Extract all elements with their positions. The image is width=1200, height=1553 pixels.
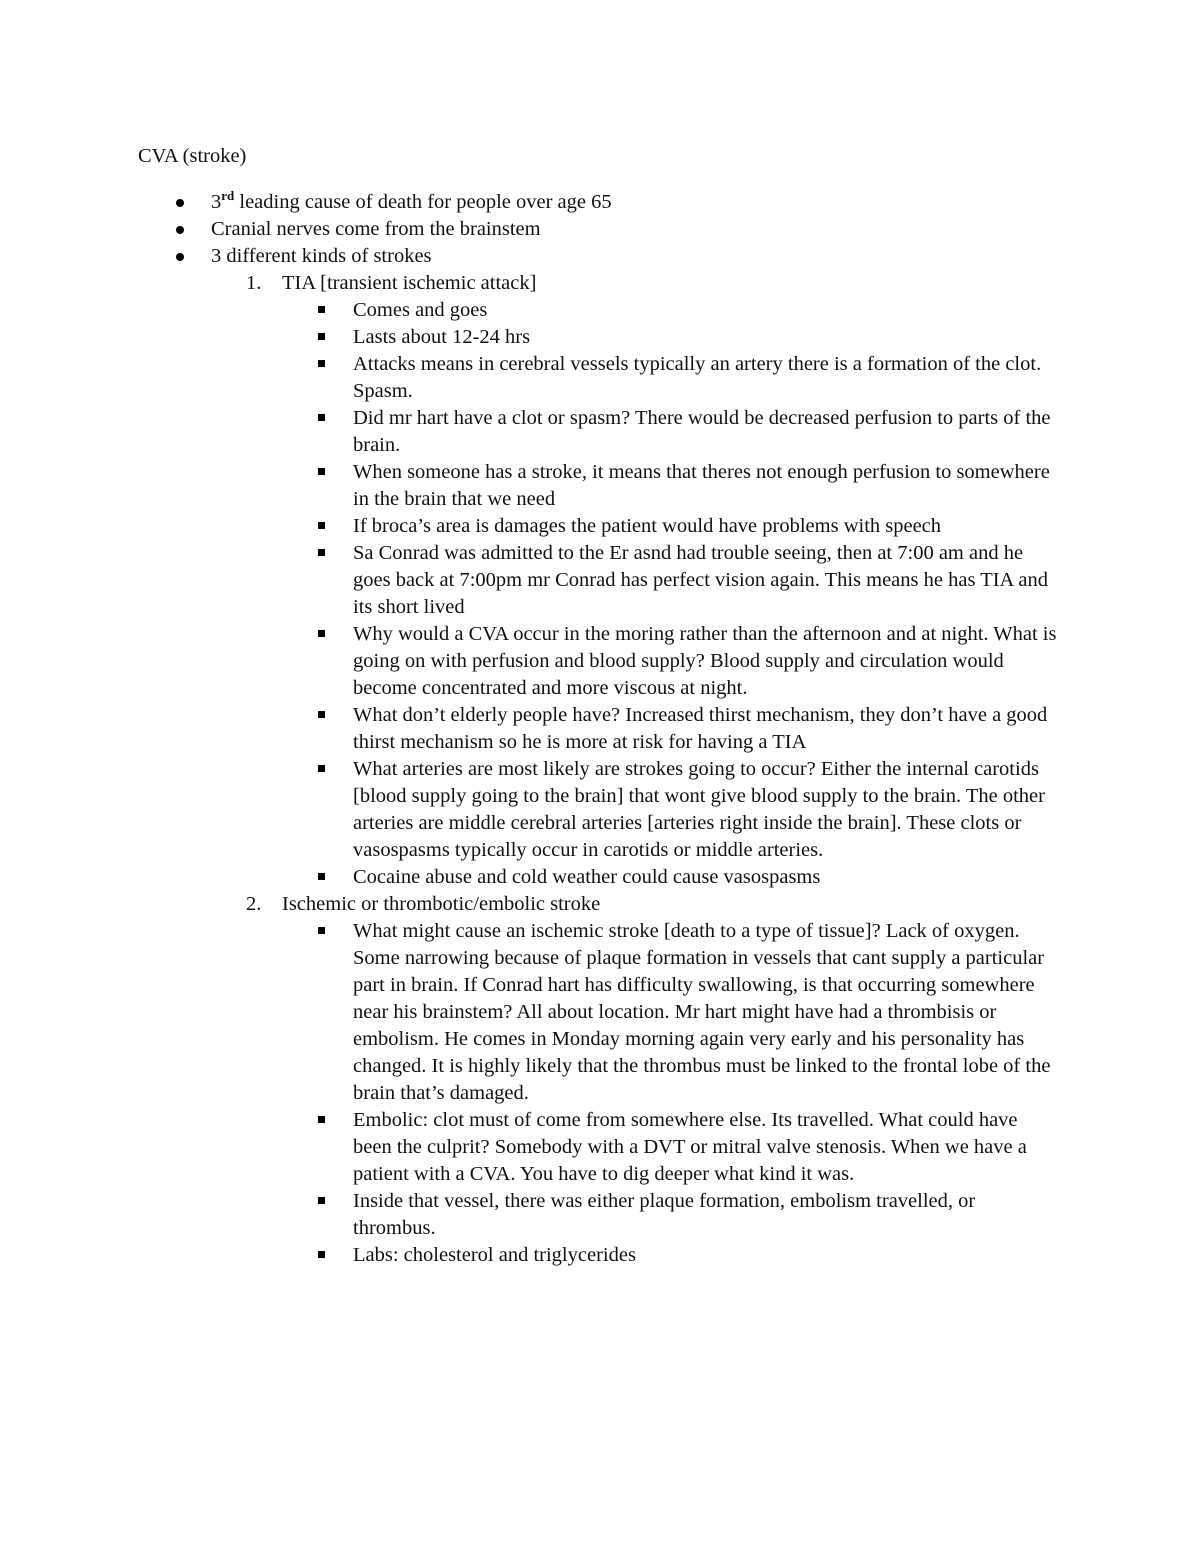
sub-list-item: Labs: cholesterol and triglycerides — [0, 1242, 1059, 1269]
sub-list-item: When someone has a stroke, it means that theres not enough perfusion to somewhere in the brain that we need — [0, 459, 1059, 513]
square-bullet-icon — [318, 306, 325, 313]
sub-list-item: Attacks means in cerebral vessels typically an artery there is a formation of the clot. Spasm. — [0, 351, 1059, 405]
sub-list — [282, 918, 1082, 1269]
bullet-list — [0, 189, 1200, 1269]
square-bullet-icon — [318, 873, 325, 880]
square-bullet-icon — [318, 765, 325, 772]
square-bullet-icon — [318, 1116, 325, 1123]
square-bullet-icon — [318, 468, 325, 475]
numbered-item — [0, 891, 1082, 1269]
sub-list-item: What might cause an ischemic stroke [death to a type of tissue]? Lack of oxygen. Some narrowing because of plaque formation in vessels that cant supply a particular part in brain. If Conrad hart has difficulty swallowing, is that occurring somewhere near his brainstem? All about location. Mr hart might have had a thrombisis or embolism. He comes in Monday morning again very early and his personality has changed. It is highly likely that the thrombus must be linked to the frontal lobe of the brain that’s damaged. — [0, 918, 1059, 1107]
square-bullet-icon — [318, 711, 325, 718]
item-number: 1. — [246, 272, 262, 294]
sub-list-item: Cocaine abuse and cold weather could cause vasospasms — [0, 864, 1059, 891]
bullet-icon — [176, 253, 184, 261]
list-item-text: Cranial nerves come from the brainstem — [211, 218, 541, 240]
document-title: CVA (stroke) — [138, 145, 247, 167]
sub-list-item: Comes and goes — [0, 297, 1059, 324]
bullet-icon — [176, 199, 184, 207]
square-bullet-icon — [318, 630, 325, 637]
sub-list-item: If broca’s area is damages the patient would have problems with speech — [0, 513, 1059, 540]
sub-list-item: What don’t elderly people have? Increased thirst mechanism, they don’t have a good thirst mechanism so he is more at risk for having a TIA — [0, 702, 1059, 756]
list-item-text: 3rd leading cause of death for people over age 65 — [211, 188, 612, 213]
item-number: 2. — [246, 893, 262, 915]
list-item — [0, 189, 1061, 216]
sub-list-item: What arteries are most likely are strokes going to occur? Either the internal carotids [blood supply going to the brain] that wont give blood supply to the brain. The other arteries are middle cerebral arteries [arteries right inside the brain]. These clots or vasospasms typically occur in carotids or middle arteries. — [0, 756, 1059, 864]
square-bullet-icon — [318, 333, 325, 340]
superscript: rd — [221, 188, 235, 203]
sub-list-item: Did mr hart have a clot or spasm? There would be decreased perfusion to parts of the brain. — [0, 405, 1059, 459]
numbered-item-label: TIA [transient ischemic attack] — [282, 272, 537, 294]
sub-list — [282, 297, 1082, 891]
sub-list-item: Inside that vessel, there was either plaque formation, embolism travelled, or thrombus. — [0, 1188, 1059, 1242]
bullet-icon — [176, 226, 184, 234]
stroke-kinds-list — [211, 270, 1061, 1269]
square-bullet-icon — [318, 1197, 325, 1204]
square-bullet-icon — [318, 522, 325, 529]
list-item — [0, 216, 1061, 243]
sub-list-item: Lasts about 12-24 hrs — [0, 324, 1059, 351]
list-item-text: 3 different kinds of strokes — [211, 245, 432, 267]
square-bullet-icon — [318, 927, 325, 934]
sub-list-item: Sa Conrad was admitted to the Er asnd had trouble seeing, then at 7:00 am and he goes back at 7:00pm mr Conrad has perfect vision again. This means he has TIA and its short lived — [0, 540, 1059, 621]
sub-list-item: Embolic: clot must of come from somewhere else. Its travelled. What could have been the culprit? Somebody with a DVT or mitral valve stenosis. When we have a patient with a CVA. You have to dig deeper what kind it was. — [0, 1107, 1059, 1188]
sub-list-item: Why would a CVA occur in the moring rather than the afternoon and at night. What is going on with perfusion and blood supply? Blood supply and circulation would become concentrated and more viscous at night. — [0, 621, 1059, 702]
square-bullet-icon — [318, 549, 325, 556]
numbered-item-label: Ischemic or thrombotic/embolic stroke — [282, 893, 601, 915]
square-bullet-icon — [318, 414, 325, 421]
list-item — [0, 243, 1061, 1269]
square-bullet-icon — [318, 360, 325, 367]
numbered-item — [0, 270, 1082, 891]
square-bullet-icon — [318, 1251, 325, 1258]
